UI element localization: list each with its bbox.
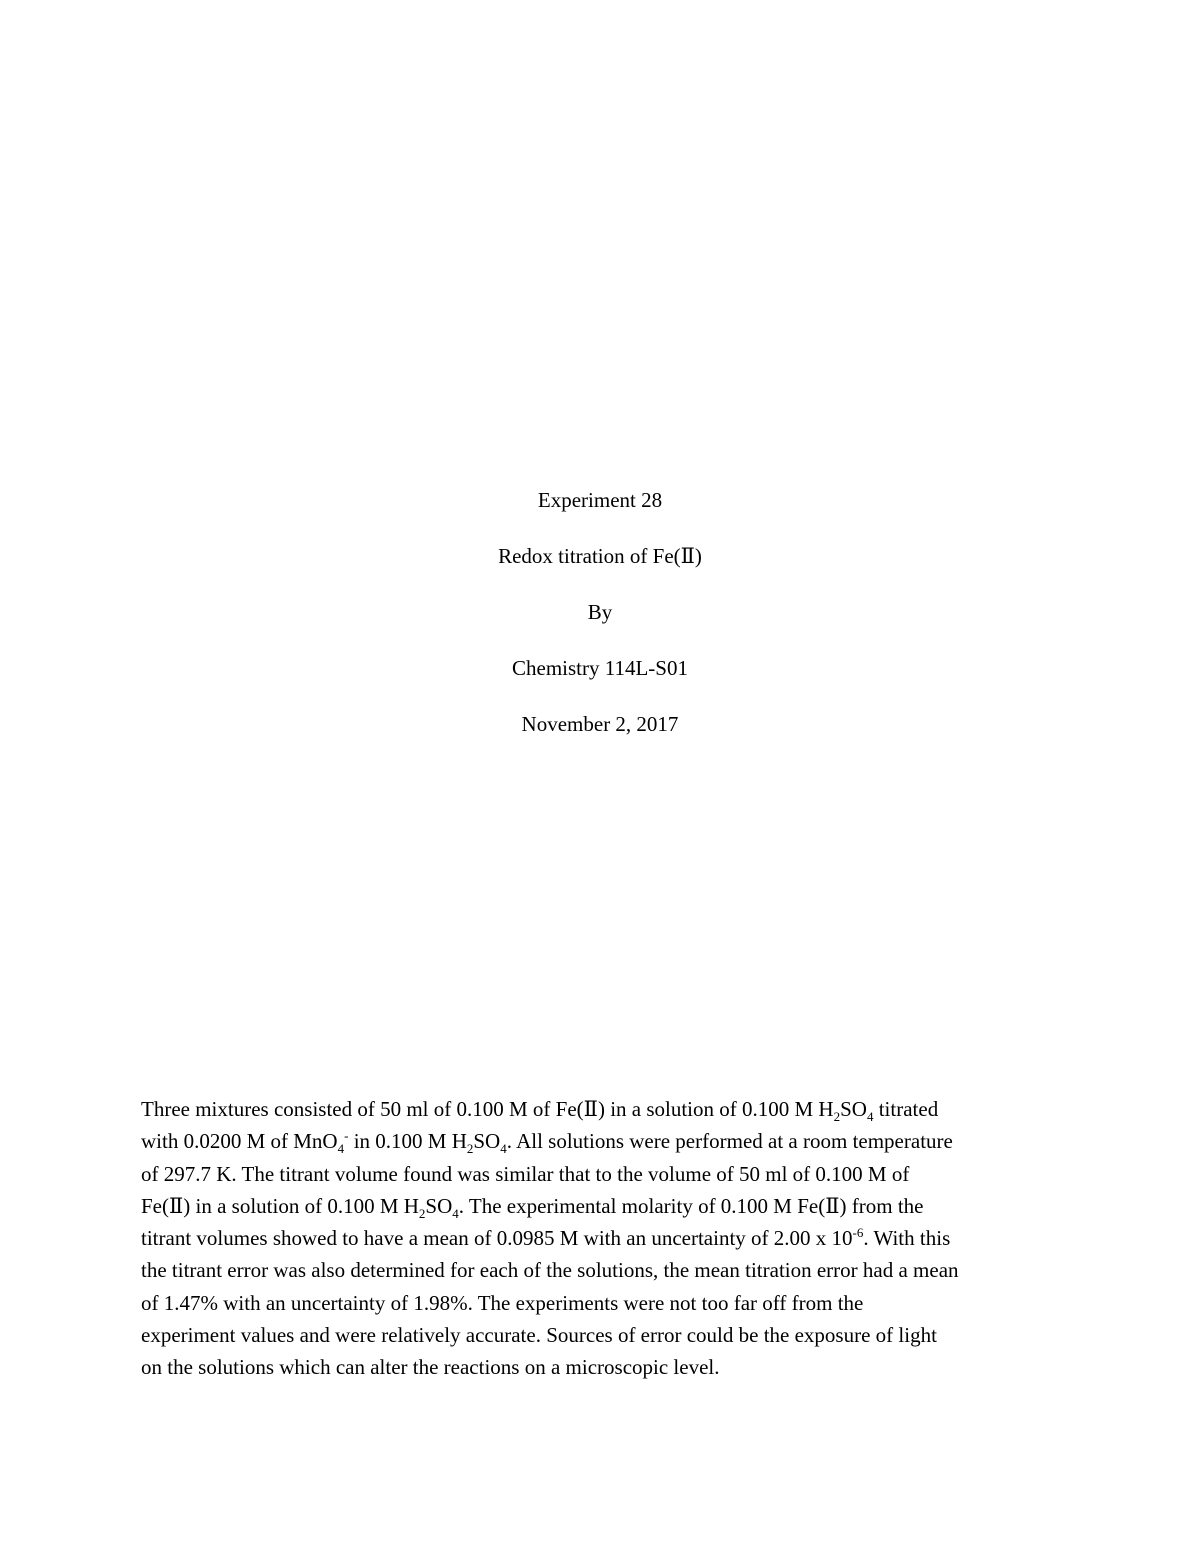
abstract-line-2: with 0.0200 M of MnO$_4$- in 0.100 M $H_2SO_4$. All solutions were performed at a room temperature <box>141 1128 953 1157</box>
report-title: Redox titration of Fe(Ⅱ) <box>498 544 702 568</box>
abstract-line-1: Three mixtures consisted of 50 ml of 0.100 M of Fe(Ⅱ) in a solution of 0.100 M $H_2SO_4$ titrated <box>141 1097 939 1124</box>
abstract-line-6: the titrant error was also determined for each of the solutions, the mean titration error had a mean <box>141 1258 959 1283</box>
title-page-block <box>0 472 1200 752</box>
abstract-paragraph <box>141 1093 1071 1384</box>
course-name: Chemistry 114L-S01 <box>512 656 688 680</box>
abstract-line-9: on the solutions which can alter the reactions on a microscopic level. <box>141 1355 720 1380</box>
by-line: By <box>587 600 613 624</box>
abstract-line-3: of 297.7 K. The titrant volume found was similar that to the volume of 50 ml of 0.100 M of <box>141 1161 910 1186</box>
abstract-line-5: titrant volumes showed to have a mean of 0.0985 M with an uncertainty of 2.00 x $10^{-6}$. With this <box>141 1225 951 1251</box>
abstract-line-7: of 1.47% with an uncertainty of 1.98%. The experiments were not too far off from the <box>141 1290 864 1315</box>
abstract-line-8: experiment values and were relatively accurate. Sources of error could be the exposure of light <box>141 1323 937 1348</box>
experiment-number: Experiment 28 <box>537 488 663 512</box>
report-date: November 2, 2017 <box>521 712 679 736</box>
abstract-line-4: Fe(Ⅱ) in a solution of 0.100 M $H_2SO_4$. The experimental molarity of 0.100 M Fe(Ⅱ) from the <box>141 1193 924 1221</box>
